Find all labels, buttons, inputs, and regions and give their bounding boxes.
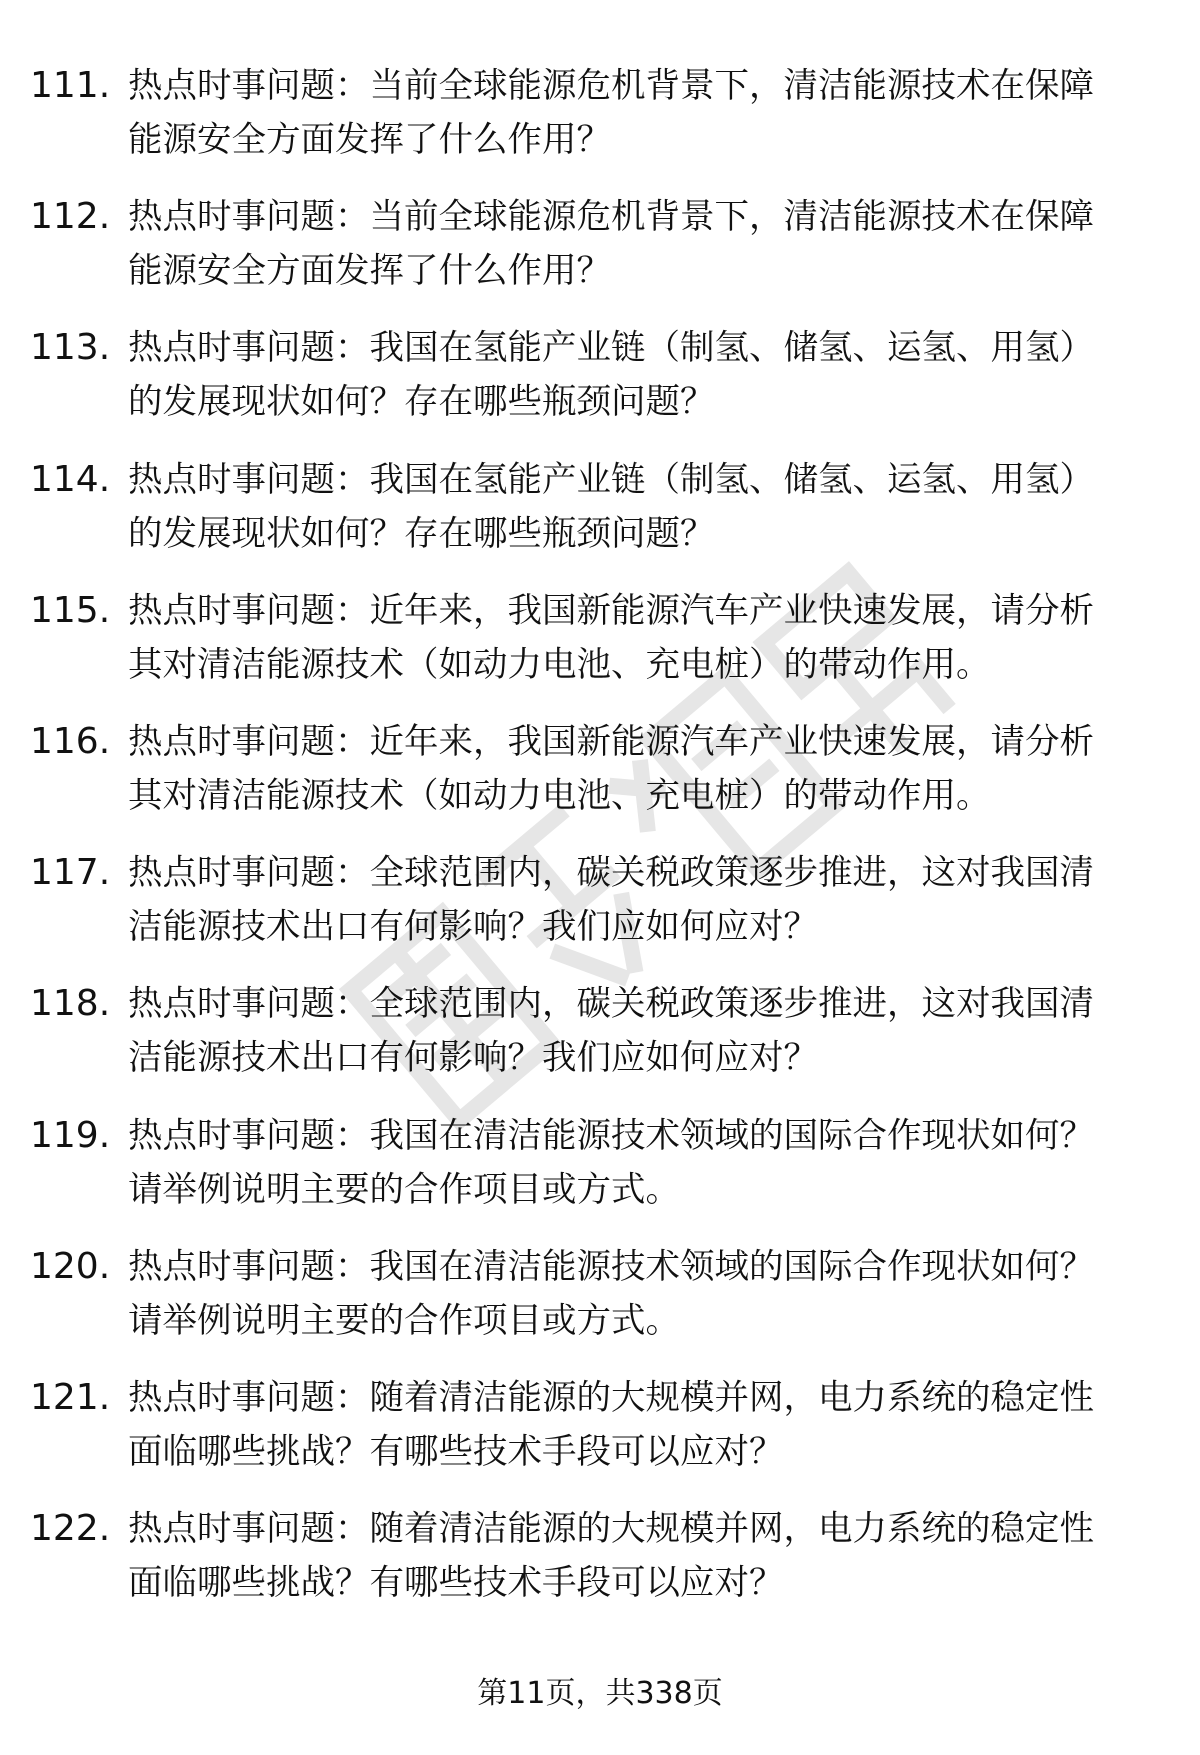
question-line-1: 热点时事问题：我国在清洁能源技术领域的国际合作现状如何？: [128, 1246, 1094, 1287]
list-item: [0, 587, 1200, 718]
list-item: [0, 718, 1200, 849]
question-number: 115.: [30, 589, 111, 631]
question-line-2: 的发展现状如何？存在哪些瓶颈问题？: [128, 513, 715, 554]
question-line-1: 热点时事问题：随着清洁能源的大规模并网，电力系统的稳定性: [128, 1509, 1094, 1550]
question-text: [128, 977, 1138, 1085]
list-item: [0, 62, 1200, 193]
question-number: 113.: [30, 327, 111, 369]
question-text: [128, 715, 1138, 823]
question-number: 118.: [30, 983, 111, 1025]
page-footer: [0, 1674, 1200, 1714]
list-item: [0, 1112, 1200, 1243]
list-item: [0, 849, 1200, 980]
question-text: [128, 190, 1138, 298]
question-text: [128, 1502, 1138, 1610]
question-line-2: 面临哪些挑战？有哪些技术手段可以应对？: [128, 1431, 784, 1472]
question-number: 111.: [30, 65, 111, 106]
list-item: [0, 193, 1200, 324]
question-text: [128, 59, 1138, 167]
question-text: [128, 846, 1138, 954]
page-number-label: 第11页，共338页: [477, 1676, 723, 1711]
question-number: 112.: [30, 196, 111, 238]
question-line-1: 热点时事问题：随着清洁能源的大规模并网，电力系统的稳定性: [128, 1377, 1094, 1418]
list-item: [0, 1243, 1200, 1374]
question-text: [128, 1240, 1138, 1348]
question-text: [128, 1109, 1138, 1217]
question-line-1: 热点时事问题：全球范围内，碳关税政策逐步推进，这对我国清: [128, 984, 1094, 1025]
list-item: [0, 1505, 1200, 1636]
question-line-1: 热点时事问题：我国在清洁能源技术领域的国际合作现状如何？: [128, 1115, 1094, 1156]
question-line-1: 热点时事问题：我国在氢能产业链（制氢、储氢、运氢、用氢）: [128, 459, 1094, 500]
question-line-1: 热点时事问题：近年来，我国新能源汽车产业快速发展，请分析: [128, 721, 1094, 762]
question-line-1: 热点时事问题：当前全球能源危机背景下，清洁能源技术在保障: [128, 66, 1094, 106]
question-line-1: 热点时事问题：当前全球能源危机背景下，清洁能源技术在保障: [128, 197, 1094, 238]
list-item: [0, 456, 1200, 587]
question-number: 121.: [30, 1376, 111, 1418]
question-line-2: 洁能源技术出口有何影响？我们应如何应对？: [128, 907, 818, 948]
question-line-1: 热点时事问题：我国在氢能产业链（制氢、储氢、运氢、用氢）: [128, 328, 1094, 369]
question-number: 122.: [30, 1508, 111, 1550]
question-line-2: 能源安全方面发挥了什么作用？: [128, 251, 611, 292]
question-line-2: 请举例说明主要的合作项目或方式。: [128, 1300, 680, 1341]
question-line-1: 热点时事问题：全球范围内，碳关税政策逐步推进，这对我国清: [128, 853, 1094, 894]
question-line-1: 热点时事问题：近年来，我国新能源汽车产业快速发展，请分析: [128, 590, 1094, 631]
question-line-2: 能源安全方面发挥了什么作用？: [128, 120, 611, 160]
question-line-2: 洁能源技术出口有何影响？我们应如何应对？: [128, 1038, 818, 1079]
question-text: [128, 321, 1138, 429]
question-line-2: 其对清洁能源技术（如动力电池、充电桩）的带动作用。: [128, 644, 991, 685]
question-number: 116.: [30, 720, 111, 762]
question-line-2: 面临哪些挑战？有哪些技术手段可以应对？: [128, 1563, 784, 1604]
list-item: [0, 980, 1200, 1111]
question-text: [128, 453, 1138, 561]
list-item: [0, 324, 1200, 455]
question-list: [0, 62, 1200, 1636]
question-line-2: 其对清洁能源技术（如动力电池、充电桩）的带动作用。: [128, 775, 991, 816]
question-text: [128, 1371, 1138, 1479]
question-text: [128, 584, 1138, 692]
question-line-2: 请举例说明主要的合作项目或方式。: [128, 1169, 680, 1210]
question-number: 117.: [30, 852, 111, 894]
question-line-2: 的发展现状如何？存在哪些瓶颈问题？: [128, 382, 715, 423]
question-number: 114.: [30, 458, 111, 500]
question-number: 119.: [30, 1114, 111, 1156]
question-number: 120.: [30, 1245, 111, 1287]
list-item: [0, 1374, 1200, 1505]
